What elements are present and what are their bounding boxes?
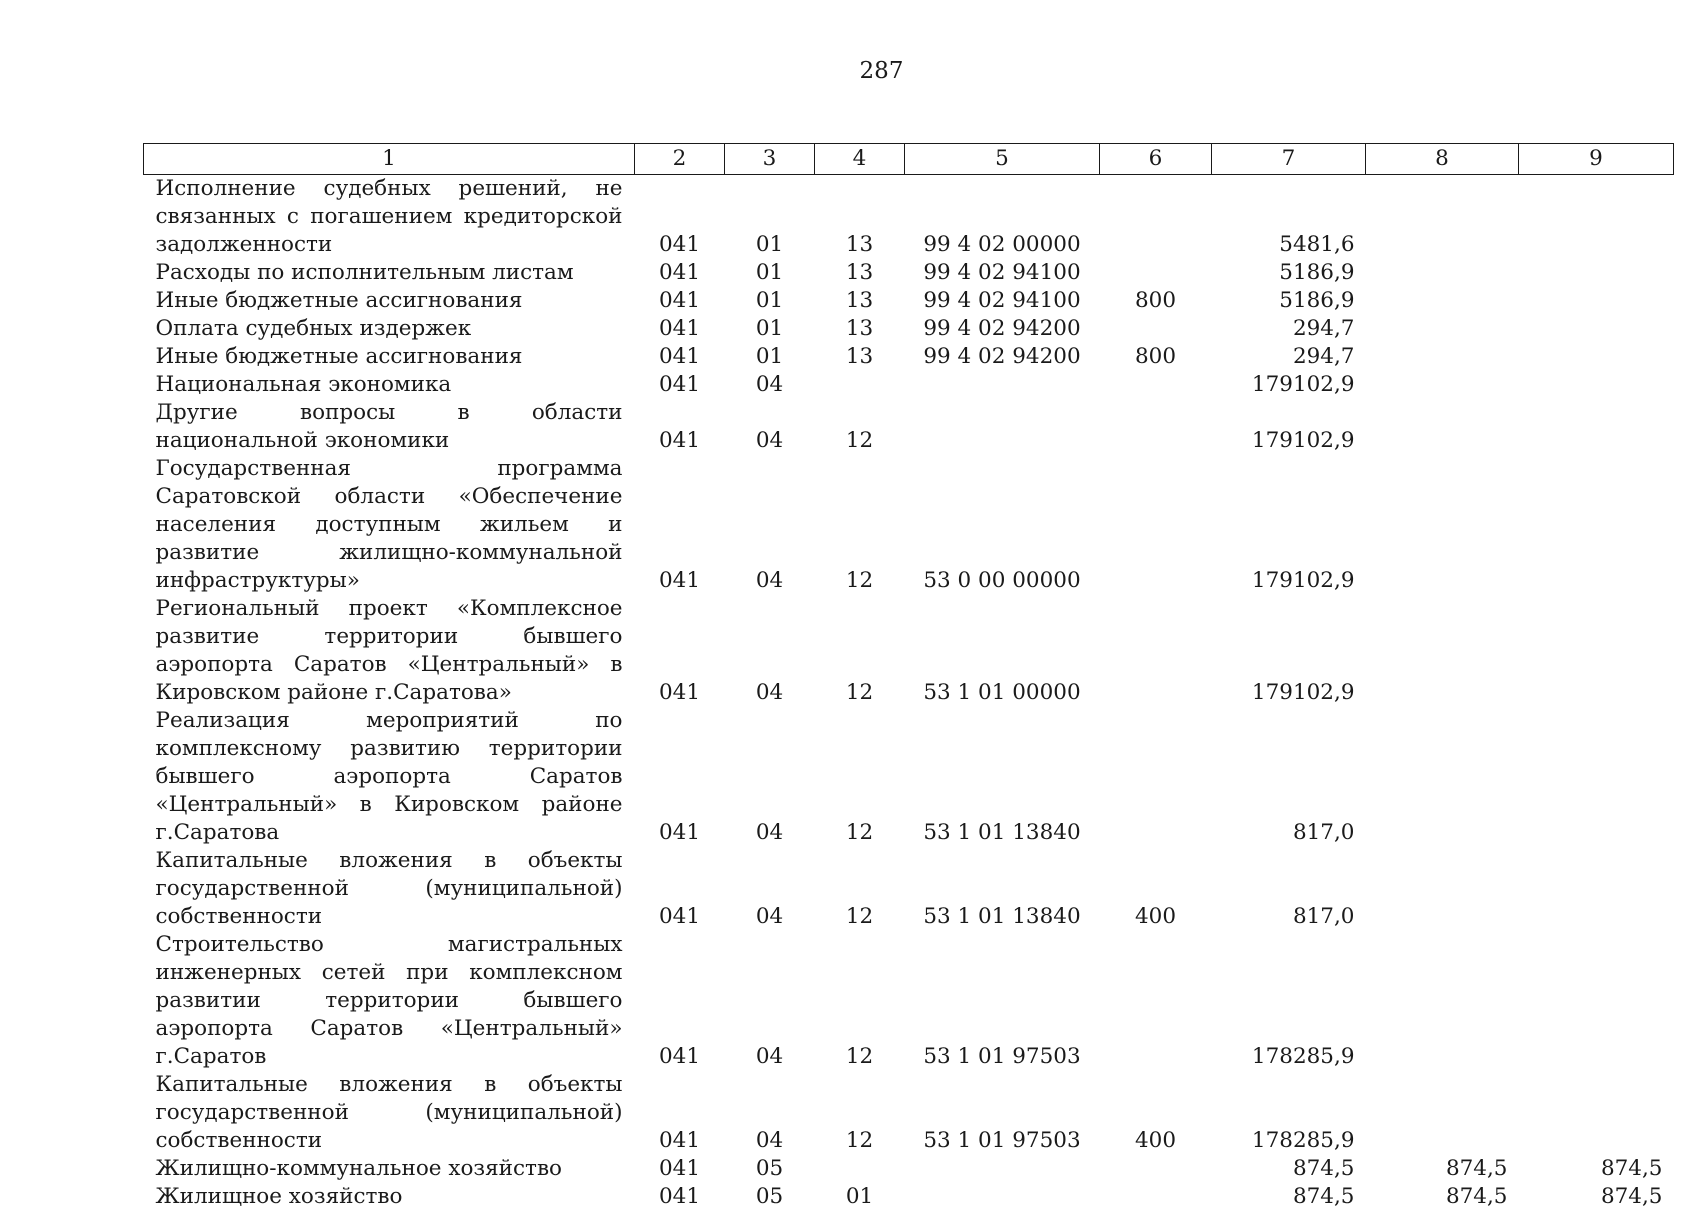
subsection-code-cell: 12: [815, 847, 905, 931]
amount-col9-cell: [1519, 707, 1674, 847]
amount-col8-cell: [1366, 1071, 1519, 1155]
section-code-cell: 04: [725, 371, 815, 399]
amount-col7-cell: 874,5: [1212, 1155, 1366, 1183]
ministry-code-cell: 041: [635, 259, 725, 287]
amount-col9-cell: [1519, 931, 1674, 1071]
amount-col9-cell: [1519, 175, 1674, 260]
row-name-cell: Национальная экономика: [144, 371, 635, 399]
section-code-cell: 04: [725, 595, 815, 707]
amount-col7-cell: 179102,9: [1212, 371, 1366, 399]
row-name-cell: Региональный проект «Комплексное развитие территории бывшего аэропорта Саратов «Центральный» в Кировском районе г.Саратова»: [144, 595, 635, 707]
row-name-cell: Жилищное хозяйство: [144, 1183, 635, 1211]
amount-col9-cell: [1519, 1071, 1674, 1155]
row-name-cell: Государственная программа Саратовской области «Обеспечение населения доступным жильем и развитие жилищно-коммунальной инфраструктуры»: [144, 455, 635, 595]
ministry-code-cell: 041: [635, 1071, 725, 1155]
expense-type-cell: 400: [1100, 1071, 1212, 1155]
amount-col8-cell: [1366, 259, 1519, 287]
target-article-cell: [905, 371, 1100, 399]
table-row: [144, 1183, 1674, 1211]
ministry-code-cell: 041: [635, 399, 725, 455]
row-name-cell: Строительство магистральных инженерных сетей при комплексном развитии территории бывшего аэропорта Саратов «Центральный» г.Саратов: [144, 931, 635, 1071]
section-code-cell: 01: [725, 287, 815, 315]
target-article-cell: 53 1 01 97503: [905, 1071, 1100, 1155]
expense-type-cell: [1100, 259, 1212, 287]
section-code-cell: 05: [725, 1155, 815, 1183]
amount-col8-cell: [1366, 455, 1519, 595]
subsection-code-cell: 13: [815, 315, 905, 343]
amount-col9-cell: [1519, 595, 1674, 707]
table-row: [144, 315, 1674, 343]
target-article-cell: 99 4 02 00000: [905, 175, 1100, 260]
subsection-code-cell: 12: [815, 399, 905, 455]
row-name-cell: Расходы по исполнительным листам: [144, 259, 635, 287]
subsection-code-cell: 13: [815, 259, 905, 287]
amount-col9-cell: 874,5: [1519, 1155, 1674, 1183]
amount-col8-cell: [1366, 847, 1519, 931]
target-article-cell: 99 4 02 94200: [905, 315, 1100, 343]
expense-type-cell: [1100, 399, 1212, 455]
section-code-cell: 01: [725, 343, 815, 371]
target-article-cell: 99 4 02 94100: [905, 287, 1100, 315]
subsection-code-cell: 12: [815, 931, 905, 1071]
budget-table: [143, 143, 1674, 1211]
column-header: 7: [1212, 144, 1366, 175]
table-row: [144, 371, 1674, 399]
column-header: 5: [905, 144, 1100, 175]
amount-col9-cell: [1519, 399, 1674, 455]
ministry-code-cell: 041: [635, 343, 725, 371]
column-header: 2: [635, 144, 725, 175]
column-number-row: [144, 144, 1674, 175]
section-code-cell: 04: [725, 1071, 815, 1155]
amount-col8-cell: [1366, 707, 1519, 847]
amount-col9-cell: [1519, 847, 1674, 931]
table-row: [144, 175, 1674, 260]
section-code-cell: 01: [725, 175, 815, 260]
table-row: [144, 707, 1674, 847]
amount-col7-cell: 294,7: [1212, 343, 1366, 371]
subsection-code-cell: 12: [815, 707, 905, 847]
section-code-cell: 04: [725, 931, 815, 1071]
amount-col7-cell: 179102,9: [1212, 595, 1366, 707]
subsection-code-cell: 13: [815, 343, 905, 371]
subsection-code-cell: [815, 1155, 905, 1183]
ministry-code-cell: 041: [635, 931, 725, 1071]
amount-col8-cell: [1366, 399, 1519, 455]
expense-type-cell: 400: [1100, 847, 1212, 931]
ministry-code-cell: 041: [635, 1155, 725, 1183]
table-row: [144, 343, 1674, 371]
ministry-code-cell: 041: [635, 707, 725, 847]
subsection-code-cell: 01: [815, 1183, 905, 1211]
amount-col7-cell: 817,0: [1212, 707, 1366, 847]
table-row: [144, 1071, 1674, 1155]
ministry-code-cell: 041: [635, 1183, 725, 1211]
amount-col9-cell: 874,5: [1519, 1183, 1674, 1211]
target-article-cell: 53 1 01 13840: [905, 707, 1100, 847]
row-name-cell: Капитальные вложения в объекты государственной (муниципальной) собственности: [144, 847, 635, 931]
table-row: [144, 595, 1674, 707]
expense-type-cell: [1100, 1183, 1212, 1211]
ministry-code-cell: 041: [635, 371, 725, 399]
expense-type-cell: 800: [1100, 287, 1212, 315]
amount-col7-cell: 179102,9: [1212, 455, 1366, 595]
column-header: 3: [725, 144, 815, 175]
expense-type-cell: [1100, 175, 1212, 260]
amount-col7-cell: 817,0: [1212, 847, 1366, 931]
target-article-cell: 99 4 02 94100: [905, 259, 1100, 287]
expense-type-cell: [1100, 931, 1212, 1071]
page-number: 287: [0, 58, 1697, 84]
row-name-cell: Другие вопросы в области национальной экономики: [144, 399, 635, 455]
expense-type-cell: 800: [1100, 343, 1212, 371]
target-article-cell: 53 0 00 00000: [905, 455, 1100, 595]
row-name-cell: Жилищно-коммунальное хозяйство: [144, 1155, 635, 1183]
column-header: 6: [1100, 144, 1212, 175]
subsection-code-cell: [815, 371, 905, 399]
column-header: 8: [1366, 144, 1519, 175]
table-row: [144, 1155, 1674, 1183]
expense-type-cell: [1100, 315, 1212, 343]
table-row: [144, 287, 1674, 315]
amount-col7-cell: 178285,9: [1212, 931, 1366, 1071]
amount-col8-cell: [1366, 175, 1519, 260]
row-name-cell: Иные бюджетные ассигнования: [144, 287, 635, 315]
subsection-code-cell: 13: [815, 287, 905, 315]
subsection-code-cell: 12: [815, 595, 905, 707]
expense-type-cell: [1100, 455, 1212, 595]
amount-col7-cell: 5186,9: [1212, 287, 1366, 315]
table-row: [144, 259, 1674, 287]
amount-col9-cell: [1519, 315, 1674, 343]
amount-col7-cell: 179102,9: [1212, 399, 1366, 455]
amount-col9-cell: [1519, 287, 1674, 315]
section-code-cell: 01: [725, 259, 815, 287]
column-header: 9: [1519, 144, 1674, 175]
table-row: [144, 931, 1674, 1071]
ministry-code-cell: 041: [635, 847, 725, 931]
target-article-cell: [905, 1183, 1100, 1211]
amount-col8-cell: 874,5: [1366, 1183, 1519, 1211]
ministry-code-cell: 041: [635, 175, 725, 260]
amount-col8-cell: [1366, 371, 1519, 399]
subsection-code-cell: 12: [815, 1071, 905, 1155]
amount-col9-cell: [1519, 455, 1674, 595]
table-row: [144, 847, 1674, 931]
column-header: 1: [144, 144, 635, 175]
amount-col8-cell: [1366, 287, 1519, 315]
ministry-code-cell: 041: [635, 455, 725, 595]
table-body: [144, 175, 1674, 1211]
expense-type-cell: [1100, 1155, 1212, 1183]
target-article-cell: 53 1 01 13840: [905, 847, 1100, 931]
section-code-cell: 04: [725, 847, 815, 931]
amount-col7-cell: 5186,9: [1212, 259, 1366, 287]
row-name-cell: Иные бюджетные ассигнования: [144, 343, 635, 371]
table-row: [144, 455, 1674, 595]
section-code-cell: 01: [725, 315, 815, 343]
amount-col8-cell: [1366, 343, 1519, 371]
ministry-code-cell: 041: [635, 287, 725, 315]
amount-col8-cell: [1366, 315, 1519, 343]
amount-col7-cell: 5481,6: [1212, 175, 1366, 260]
expense-type-cell: [1100, 707, 1212, 847]
section-code-cell: 04: [725, 455, 815, 595]
target-article-cell: 99 4 02 94200: [905, 343, 1100, 371]
amount-col8-cell: [1366, 931, 1519, 1071]
table-row: [144, 399, 1674, 455]
target-article-cell: 53 1 01 97503: [905, 931, 1100, 1071]
amount-col9-cell: [1519, 343, 1674, 371]
ministry-code-cell: 041: [635, 315, 725, 343]
expense-type-cell: [1100, 595, 1212, 707]
amount-col7-cell: 294,7: [1212, 315, 1366, 343]
amount-col9-cell: [1519, 259, 1674, 287]
amount-col9-cell: [1519, 371, 1674, 399]
amount-col7-cell: 874,5: [1212, 1183, 1366, 1211]
row-name-cell: Реализация мероприятий по комплексному развитию территории бывшего аэропорта Саратов «Центральный» в Кировском районе г.Саратова: [144, 707, 635, 847]
target-article-cell: [905, 1155, 1100, 1183]
amount-col8-cell: [1366, 595, 1519, 707]
amount-col7-cell: 178285,9: [1212, 1071, 1366, 1155]
section-code-cell: 04: [725, 399, 815, 455]
section-code-cell: 05: [725, 1183, 815, 1211]
row-name-cell: Оплата судебных издержек: [144, 315, 635, 343]
row-name-cell: Капитальные вложения в объекты государственной (муниципальной) собственности: [144, 1071, 635, 1155]
target-article-cell: [905, 399, 1100, 455]
column-header: 4: [815, 144, 905, 175]
ministry-code-cell: 041: [635, 595, 725, 707]
section-code-cell: 04: [725, 707, 815, 847]
subsection-code-cell: 12: [815, 455, 905, 595]
amount-col8-cell: 874,5: [1366, 1155, 1519, 1183]
expense-type-cell: [1100, 371, 1212, 399]
row-name-cell: Исполнение судебных решений, не связанных с погашением кредиторской задолженности: [144, 175, 635, 260]
subsection-code-cell: 13: [815, 175, 905, 260]
target-article-cell: 53 1 01 00000: [905, 595, 1100, 707]
